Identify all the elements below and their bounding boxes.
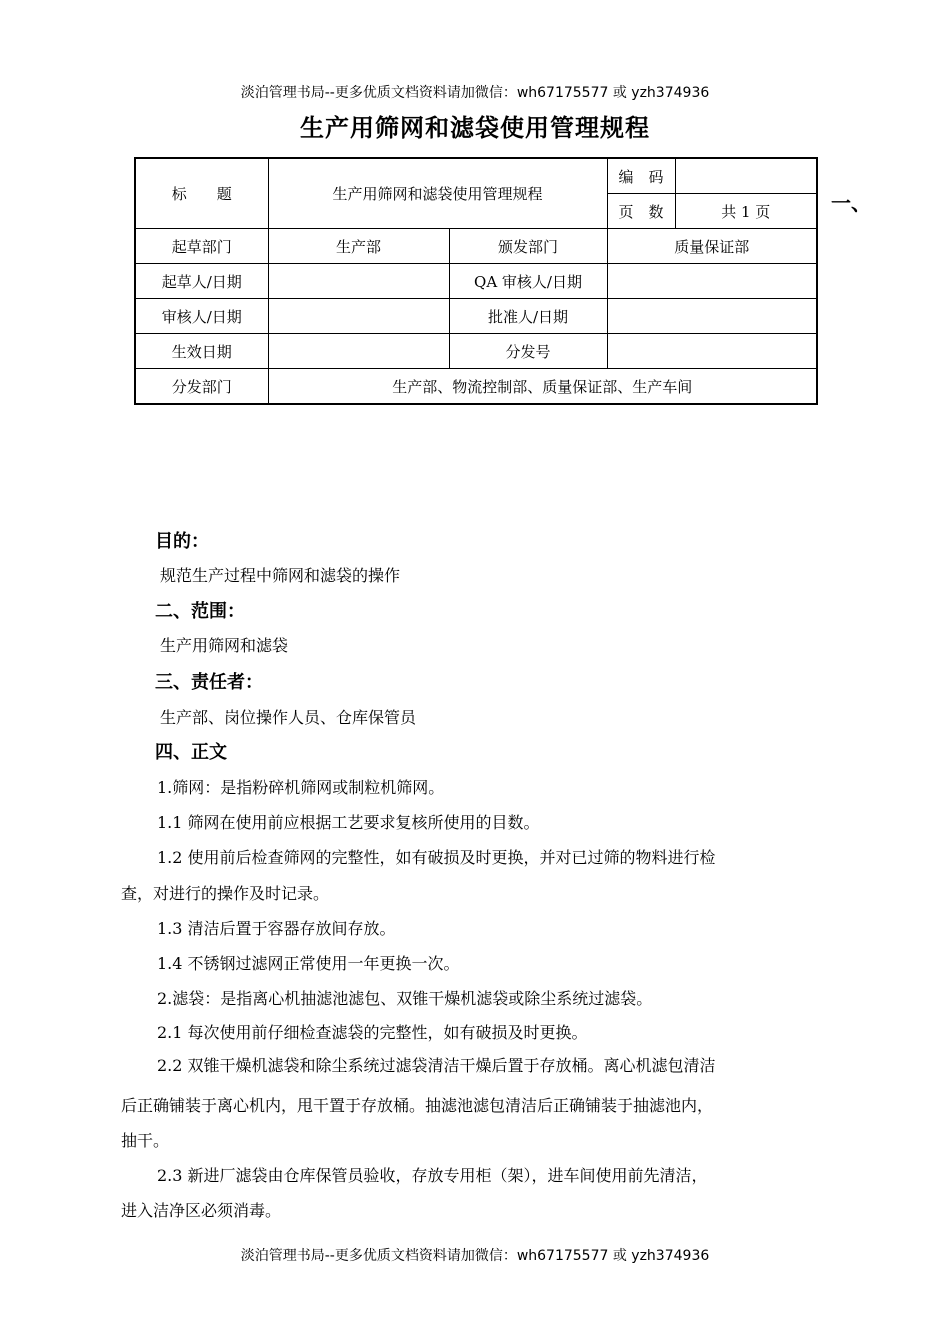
purpose-text: 规范生产过程中筛网和滤袋的操作	[160, 566, 401, 585]
approver-label-cell: 批准人/日期	[449, 299, 607, 334]
paragraph-2-2-line3: 抽干。	[121, 1131, 170, 1150]
body-heading: 四、正文	[155, 742, 227, 763]
paragraph-1: 1.筛网：是指粉碎机筛网或制粒机筛网。	[157, 778, 445, 797]
responsibility-text: 生产部、岗位操作人员、仓库保管员	[160, 708, 417, 727]
reviewer-value-cell	[268, 299, 449, 334]
effective-date-label-cell: 生效日期	[135, 334, 268, 369]
qa-label-cell: QA 审核人/日期	[449, 264, 607, 299]
paragraph-2: 2.滤袋：是指离心机抽滤池滤包、双锥干燥机滤袋或除尘系统过滤袋。	[157, 989, 653, 1008]
paragraph-1-2-line2: 查，对进行的操作及时记录。	[121, 884, 330, 903]
page-footer: 淡泊管理书局--更多优质文档资料请加微信：wh67175577 或 yzh374936	[240, 1248, 710, 1264]
document-title: 生产用筛网和滤袋使用管理规程	[300, 114, 650, 142]
paragraph-2-3-line1: 2.3 新进厂滤袋由仓库保管员验收，存放专用柜（架），进车间使用前先清洁，	[157, 1166, 708, 1185]
title-label-cell: 标 题	[135, 158, 268, 229]
document-info-table	[134, 157, 818, 405]
responsibility-heading: 三、责任者：	[155, 672, 263, 693]
title-value-cell: 生产用筛网和滤袋使用管理规程	[268, 158, 607, 229]
paragraph-1-2-line1: 1.2 使用前后检查筛网的完整性，如有破损及时更换，并对已过筛的物料进行检	[157, 848, 716, 867]
paragraph-2-1: 2.1 每次使用前仔细检查滤袋的完整性，如有破损及时更换。	[157, 1023, 588, 1042]
dist-no-label-cell: 分发号	[449, 334, 607, 369]
reviewer-label-cell: 审核人/日期	[135, 299, 268, 334]
effective-date-value-cell	[268, 334, 449, 369]
draft-dept-value-cell: 生产部	[268, 229, 449, 264]
dist-dept-label-cell: 分发部门	[135, 369, 268, 405]
paragraph-1-4: 1.4 不锈钢过滤网正常使用一年更换一次。	[157, 954, 460, 973]
code-label-cell: 编 码	[607, 158, 675, 194]
pages-value-cell: 共 1 页	[675, 194, 817, 229]
drafter-value-cell	[268, 264, 449, 299]
approver-value-cell	[607, 299, 817, 334]
pages-label-cell: 页 数	[607, 194, 675, 229]
paragraph-1-3: 1.3 清洁后置于容器存放间存放。	[157, 919, 396, 938]
dist-dept-value-cell: 生产部、物流控制部、质量保证部、生产车间	[268, 369, 817, 405]
paragraph-2-2-line2: 后正确铺装于离心机内，甩干置于存放桶。抽滤池滤包清洁后正确铺装于抽滤池内，	[121, 1096, 714, 1115]
section-one-number: 一、	[831, 191, 871, 215]
dist-no-value-cell	[607, 334, 817, 369]
issue-dept-label-cell: 颁发部门	[449, 229, 607, 264]
scope-text: 生产用筛网和滤袋	[160, 636, 289, 655]
qa-value-cell	[607, 264, 817, 299]
paragraph-1-1: 1.1 筛网在使用前应根据工艺要求复核所使用的目数。	[157, 813, 540, 832]
code-value-cell	[675, 158, 817, 194]
purpose-heading: 目的：	[155, 531, 209, 552]
draft-dept-label-cell: 起草部门	[135, 229, 268, 264]
paragraph-2-2-line1: 2.2 双锥干燥机滤袋和除尘系统过滤袋清洁干燥后置于存放桶。离心机滤包清洁	[157, 1056, 716, 1075]
drafter-label-cell: 起草人/日期	[135, 264, 268, 299]
scope-heading: 二、范围：	[155, 601, 245, 622]
issue-dept-value-cell: 质量保证部	[607, 229, 817, 264]
page-header: 淡泊管理书局--更多优质文档资料请加微信：wh67175577 或 yzh374936	[240, 85, 710, 101]
paragraph-2-3-line2: 进入洁净区必须消毒。	[121, 1201, 282, 1220]
